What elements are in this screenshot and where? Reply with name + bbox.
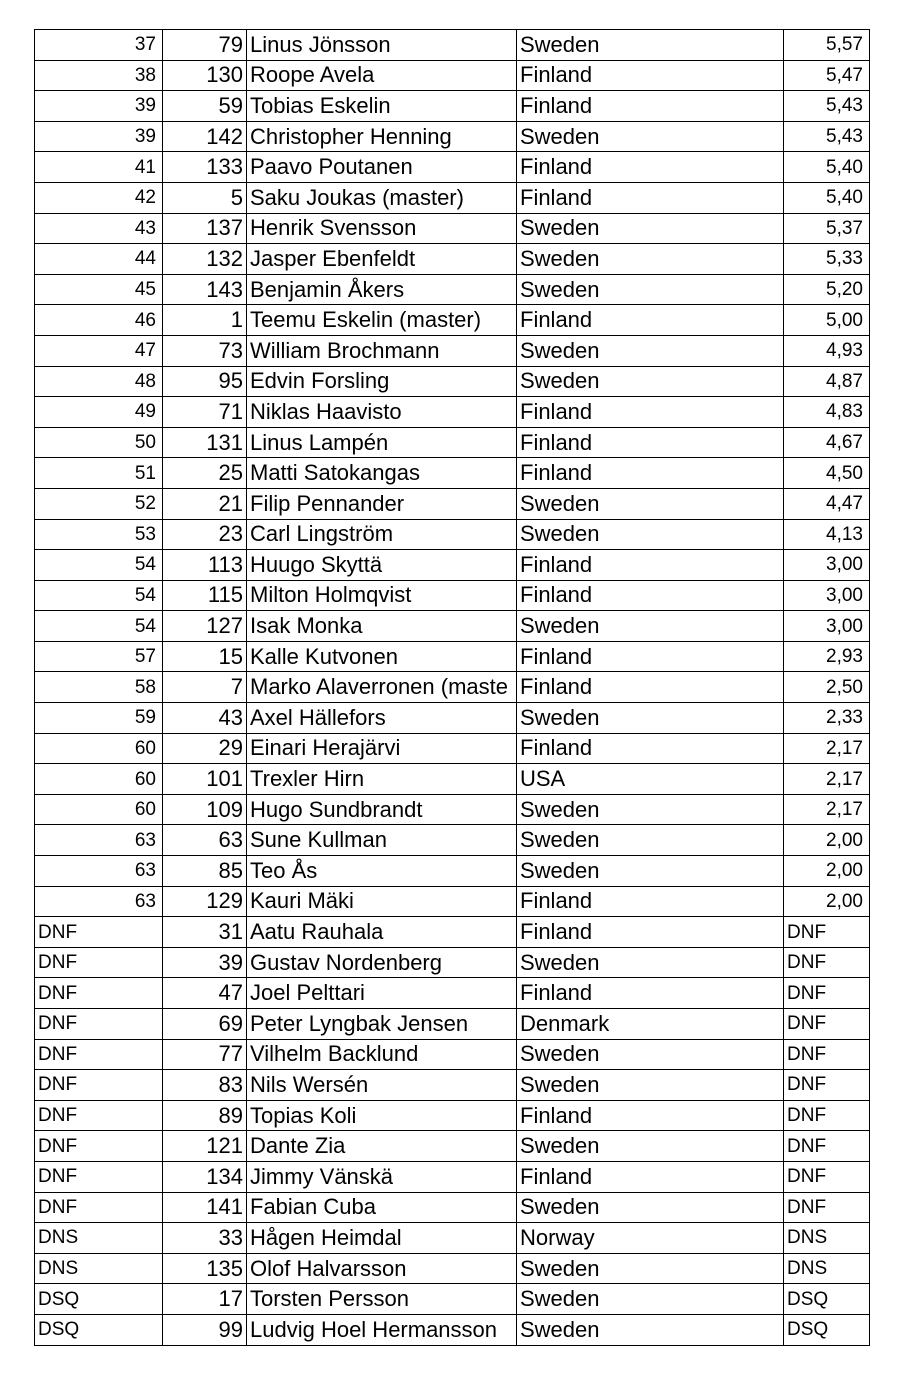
place-cell: DSQ xyxy=(35,1314,163,1345)
score-cell: DNF xyxy=(784,947,870,978)
table-row xyxy=(35,366,870,397)
nation-cell: Finland xyxy=(517,550,784,581)
results-body xyxy=(35,30,870,1346)
place-cell: 47 xyxy=(35,335,163,366)
nation-cell: Sweden xyxy=(517,947,784,978)
bib-cell: 71 xyxy=(163,397,247,428)
bib-cell: 130 xyxy=(163,60,247,91)
bib-cell: 21 xyxy=(163,488,247,519)
score-cell: DNF xyxy=(784,1070,870,1101)
bib-cell: 7 xyxy=(163,672,247,703)
nation-cell: Sweden xyxy=(517,1039,784,1070)
table-row xyxy=(35,335,870,366)
table-row xyxy=(35,550,870,581)
table-row xyxy=(35,886,870,917)
bib-cell: 143 xyxy=(163,274,247,305)
table-row xyxy=(35,182,870,213)
nation-cell: Sweden xyxy=(517,825,784,856)
athlete-name-cell: Carl Lingström xyxy=(247,519,517,550)
bib-cell: 59 xyxy=(163,91,247,122)
score-cell: 2,17 xyxy=(784,794,870,825)
place-cell: 42 xyxy=(35,182,163,213)
table-row xyxy=(35,213,870,244)
table-row xyxy=(35,1284,870,1315)
table-row xyxy=(35,947,870,978)
nation-cell: Sweden xyxy=(517,856,784,887)
table-row xyxy=(35,856,870,887)
score-cell: 2,93 xyxy=(784,641,870,672)
table-row xyxy=(35,1009,870,1040)
place-cell: 38 xyxy=(35,60,163,91)
bib-cell: 23 xyxy=(163,519,247,550)
table-row xyxy=(35,244,870,275)
nation-cell: Finland xyxy=(517,641,784,672)
nation-cell: Sweden xyxy=(517,703,784,734)
athlete-name-cell: Edvin Forsling xyxy=(247,366,517,397)
nation-cell: Sweden xyxy=(517,488,784,519)
table-row xyxy=(35,1253,870,1284)
athlete-name-cell: Aatu Rauhala xyxy=(247,917,517,948)
score-cell: DNF xyxy=(784,978,870,1009)
table-row xyxy=(35,1100,870,1131)
bib-cell: 29 xyxy=(163,733,247,764)
place-cell: 60 xyxy=(35,733,163,764)
place-cell: DNF xyxy=(35,1131,163,1162)
results-table xyxy=(34,29,870,1346)
place-cell: 63 xyxy=(35,856,163,887)
score-cell: 4,87 xyxy=(784,366,870,397)
place-cell: 50 xyxy=(35,427,163,458)
athlete-name-cell: Nils Wersén xyxy=(247,1070,517,1101)
athlete-name-cell: Sune Kullman xyxy=(247,825,517,856)
place-cell: 58 xyxy=(35,672,163,703)
place-cell: DNS xyxy=(35,1253,163,1284)
athlete-name-cell: Kalle Kutvonen xyxy=(247,641,517,672)
place-cell: DNF xyxy=(35,978,163,1009)
table-row xyxy=(35,305,870,336)
place-cell: DSQ xyxy=(35,1284,163,1315)
score-cell: 2,50 xyxy=(784,672,870,703)
place-cell: DNS xyxy=(35,1223,163,1254)
athlete-name-cell: Topias Koli xyxy=(247,1100,517,1131)
athlete-name-cell: Olof Halvarsson xyxy=(247,1253,517,1284)
bib-cell: 39 xyxy=(163,947,247,978)
table-row xyxy=(35,580,870,611)
place-cell: 54 xyxy=(35,550,163,581)
score-cell: 5,00 xyxy=(784,305,870,336)
place-cell: 48 xyxy=(35,366,163,397)
table-row xyxy=(35,91,870,122)
score-cell: 5,47 xyxy=(784,60,870,91)
nation-cell: Sweden xyxy=(517,213,784,244)
nation-cell: Finland xyxy=(517,1161,784,1192)
score-cell: DNF xyxy=(784,1192,870,1223)
nation-cell: Sweden xyxy=(517,1192,784,1223)
athlete-name-cell: Gustav Nordenberg xyxy=(247,947,517,978)
place-cell: 44 xyxy=(35,244,163,275)
bib-cell: 132 xyxy=(163,244,247,275)
athlete-name-cell: Marko Alaverronen (maste xyxy=(247,672,517,703)
athlete-name-cell: Joel Pelttari xyxy=(247,978,517,1009)
table-row xyxy=(35,488,870,519)
bib-cell: 113 xyxy=(163,550,247,581)
bib-cell: 5 xyxy=(163,182,247,213)
athlete-name-cell: Axel Hällefors xyxy=(247,703,517,734)
nation-cell: Finland xyxy=(517,427,784,458)
athlete-name-cell: Vilhelm Backlund xyxy=(247,1039,517,1070)
athlete-name-cell: Linus Lampén xyxy=(247,427,517,458)
table-row xyxy=(35,703,870,734)
bib-cell: 79 xyxy=(163,30,247,61)
table-row xyxy=(35,1314,870,1345)
bib-cell: 135 xyxy=(163,1253,247,1284)
table-row xyxy=(35,519,870,550)
score-cell: 5,20 xyxy=(784,274,870,305)
place-cell: 60 xyxy=(35,764,163,795)
place-cell: DNF xyxy=(35,1161,163,1192)
place-cell: 54 xyxy=(35,580,163,611)
score-cell: 5,33 xyxy=(784,244,870,275)
athlete-name-cell: Filip Pennander xyxy=(247,488,517,519)
bib-cell: 121 xyxy=(163,1131,247,1162)
score-cell: 5,37 xyxy=(784,213,870,244)
score-cell: DSQ xyxy=(784,1284,870,1315)
table-row xyxy=(35,1161,870,1192)
score-cell: 2,33 xyxy=(784,703,870,734)
nation-cell: Finland xyxy=(517,886,784,917)
score-cell: 3,00 xyxy=(784,580,870,611)
score-cell: 5,40 xyxy=(784,182,870,213)
nation-cell: Sweden xyxy=(517,121,784,152)
score-cell: DNF xyxy=(784,1039,870,1070)
score-cell: 5,57 xyxy=(784,30,870,61)
nation-cell: Finland xyxy=(517,397,784,428)
athlete-name-cell: Trexler Hirn xyxy=(247,764,517,795)
athlete-name-cell: Peter Lyngbak Jensen xyxy=(247,1009,517,1040)
table-row xyxy=(35,764,870,795)
place-cell: 59 xyxy=(35,703,163,734)
athlete-name-cell: Torsten Persson xyxy=(247,1284,517,1315)
table-row xyxy=(35,458,870,489)
bib-cell: 133 xyxy=(163,152,247,183)
nation-cell: Finland xyxy=(517,152,784,183)
athlete-name-cell: Christopher Henning xyxy=(247,121,517,152)
score-cell: 4,13 xyxy=(784,519,870,550)
score-cell: 5,43 xyxy=(784,121,870,152)
bib-cell: 47 xyxy=(163,978,247,1009)
nation-cell: Sweden xyxy=(517,1131,784,1162)
nation-cell: Finland xyxy=(517,305,784,336)
nation-cell: Finland xyxy=(517,1100,784,1131)
athlete-name-cell: Fabian Cuba xyxy=(247,1192,517,1223)
table-row xyxy=(35,794,870,825)
place-cell: DNF xyxy=(35,1100,163,1131)
athlete-name-cell: Milton Holmqvist xyxy=(247,580,517,611)
place-cell: DNF xyxy=(35,1039,163,1070)
bib-cell: 134 xyxy=(163,1161,247,1192)
score-cell: DNF xyxy=(784,1161,870,1192)
bib-cell: 99 xyxy=(163,1314,247,1345)
score-cell: DSQ xyxy=(784,1314,870,1345)
nation-cell: Sweden xyxy=(517,274,784,305)
score-cell: 5,43 xyxy=(784,91,870,122)
table-row xyxy=(35,152,870,183)
place-cell: 63 xyxy=(35,825,163,856)
nation-cell: Sweden xyxy=(517,1284,784,1315)
score-cell: 4,50 xyxy=(784,458,870,489)
nation-cell: Sweden xyxy=(517,1070,784,1101)
table-row xyxy=(35,611,870,642)
bib-cell: 137 xyxy=(163,213,247,244)
athlete-name-cell: Einari Herajärvi xyxy=(247,733,517,764)
place-cell: 49 xyxy=(35,397,163,428)
score-cell: 4,93 xyxy=(784,335,870,366)
table-row xyxy=(35,1223,870,1254)
nation-cell: Sweden xyxy=(517,611,784,642)
nation-cell: Finland xyxy=(517,60,784,91)
score-cell: 3,00 xyxy=(784,550,870,581)
nation-cell: Sweden xyxy=(517,335,784,366)
athlete-name-cell: Hågen Heimdal xyxy=(247,1223,517,1254)
athlete-name-cell: Paavo Poutanen xyxy=(247,152,517,183)
table-row xyxy=(35,274,870,305)
athlete-name-cell: Benjamin Åkers xyxy=(247,274,517,305)
score-cell: DNF xyxy=(784,1009,870,1040)
bib-cell: 77 xyxy=(163,1039,247,1070)
bib-cell: 33 xyxy=(163,1223,247,1254)
place-cell: 63 xyxy=(35,886,163,917)
place-cell: 46 xyxy=(35,305,163,336)
athlete-name-cell: Teemu Eskelin (master) xyxy=(247,305,517,336)
athlete-name-cell: Saku Joukas (master) xyxy=(247,182,517,213)
table-row xyxy=(35,641,870,672)
place-cell: 43 xyxy=(35,213,163,244)
place-cell: 41 xyxy=(35,152,163,183)
bib-cell: 83 xyxy=(163,1070,247,1101)
score-cell: 2,17 xyxy=(784,733,870,764)
place-cell: 54 xyxy=(35,611,163,642)
bib-cell: 15 xyxy=(163,641,247,672)
score-cell: DNF xyxy=(784,1100,870,1131)
athlete-name-cell: Henrik Svensson xyxy=(247,213,517,244)
bib-cell: 101 xyxy=(163,764,247,795)
score-cell: 4,83 xyxy=(784,397,870,428)
table-row xyxy=(35,825,870,856)
nation-cell: Finland xyxy=(517,733,784,764)
athlete-name-cell: Teo Ås xyxy=(247,856,517,887)
athlete-name-cell: Linus Jönsson xyxy=(247,30,517,61)
score-cell: 2,00 xyxy=(784,886,870,917)
table-row xyxy=(35,427,870,458)
score-cell: 2,00 xyxy=(784,825,870,856)
place-cell: 37 xyxy=(35,30,163,61)
athlete-name-cell: Isak Monka xyxy=(247,611,517,642)
place-cell: DNF xyxy=(35,917,163,948)
nation-cell: Norway xyxy=(517,1223,784,1254)
bib-cell: 17 xyxy=(163,1284,247,1315)
place-cell: DNF xyxy=(35,1009,163,1040)
bib-cell: 25 xyxy=(163,458,247,489)
table-row xyxy=(35,978,870,1009)
nation-cell: Finland xyxy=(517,917,784,948)
score-cell: DNS xyxy=(784,1223,870,1254)
nation-cell: Sweden xyxy=(517,244,784,275)
table-row xyxy=(35,672,870,703)
score-cell: DNF xyxy=(784,917,870,948)
nation-cell: Finland xyxy=(517,672,784,703)
nation-cell: Finland xyxy=(517,182,784,213)
score-cell: 2,17 xyxy=(784,764,870,795)
athlete-name-cell: Matti Satokangas xyxy=(247,458,517,489)
athlete-name-cell: Niklas Haavisto xyxy=(247,397,517,428)
place-cell: 60 xyxy=(35,794,163,825)
table-row xyxy=(35,60,870,91)
athlete-name-cell: Hugo Sundbrandt xyxy=(247,794,517,825)
bib-cell: 142 xyxy=(163,121,247,152)
athlete-name-cell: Tobias Eskelin xyxy=(247,91,517,122)
bib-cell: 63 xyxy=(163,825,247,856)
bib-cell: 69 xyxy=(163,1009,247,1040)
table-row xyxy=(35,917,870,948)
athlete-name-cell: Kauri Mäki xyxy=(247,886,517,917)
place-cell: DNF xyxy=(35,947,163,978)
bib-cell: 73 xyxy=(163,335,247,366)
score-cell: 2,00 xyxy=(784,856,870,887)
nation-cell: Sweden xyxy=(517,1253,784,1284)
bib-cell: 1 xyxy=(163,305,247,336)
athlete-name-cell: Dante Zia xyxy=(247,1131,517,1162)
athlete-name-cell: Ludvig Hoel Hermansson xyxy=(247,1314,517,1345)
score-cell: DNS xyxy=(784,1253,870,1284)
bib-cell: 115 xyxy=(163,580,247,611)
nation-cell: Sweden xyxy=(517,794,784,825)
bib-cell: 43 xyxy=(163,703,247,734)
bib-cell: 131 xyxy=(163,427,247,458)
place-cell: 53 xyxy=(35,519,163,550)
table-row xyxy=(35,397,870,428)
nation-cell: Sweden xyxy=(517,519,784,550)
score-cell: 4,67 xyxy=(784,427,870,458)
nation-cell: Finland xyxy=(517,458,784,489)
bib-cell: 31 xyxy=(163,917,247,948)
athlete-name-cell: William Brochmann xyxy=(247,335,517,366)
nation-cell: Denmark xyxy=(517,1009,784,1040)
bib-cell: 89 xyxy=(163,1100,247,1131)
bib-cell: 127 xyxy=(163,611,247,642)
place-cell: DNF xyxy=(35,1070,163,1101)
place-cell: 45 xyxy=(35,274,163,305)
score-cell: 3,00 xyxy=(784,611,870,642)
bib-cell: 95 xyxy=(163,366,247,397)
bib-cell: 141 xyxy=(163,1192,247,1223)
table-row xyxy=(35,121,870,152)
nation-cell: Finland xyxy=(517,978,784,1009)
place-cell: 57 xyxy=(35,641,163,672)
place-cell: 51 xyxy=(35,458,163,489)
place-cell: 39 xyxy=(35,121,163,152)
score-cell: DNF xyxy=(784,1131,870,1162)
bib-cell: 85 xyxy=(163,856,247,887)
athlete-name-cell: Roope Avela xyxy=(247,60,517,91)
place-cell: DNF xyxy=(35,1192,163,1223)
table-row xyxy=(35,1070,870,1101)
athlete-name-cell: Jimmy Vänskä xyxy=(247,1161,517,1192)
nation-cell: Finland xyxy=(517,580,784,611)
table-row xyxy=(35,1131,870,1162)
score-cell: 4,47 xyxy=(784,488,870,519)
nation-cell: Sweden xyxy=(517,366,784,397)
nation-cell: USA xyxy=(517,764,784,795)
table-row xyxy=(35,733,870,764)
nation-cell: Sweden xyxy=(517,1314,784,1345)
place-cell: 52 xyxy=(35,488,163,519)
nation-cell: Sweden xyxy=(517,30,784,61)
nation-cell: Finland xyxy=(517,91,784,122)
athlete-name-cell: Huugo Skyttä xyxy=(247,550,517,581)
score-cell: 5,40 xyxy=(784,152,870,183)
athlete-name-cell: Jasper Ebenfeldt xyxy=(247,244,517,275)
table-row xyxy=(35,1192,870,1223)
table-row xyxy=(35,1039,870,1070)
place-cell: 39 xyxy=(35,91,163,122)
table-row xyxy=(35,30,870,61)
bib-cell: 109 xyxy=(163,794,247,825)
bib-cell: 129 xyxy=(163,886,247,917)
